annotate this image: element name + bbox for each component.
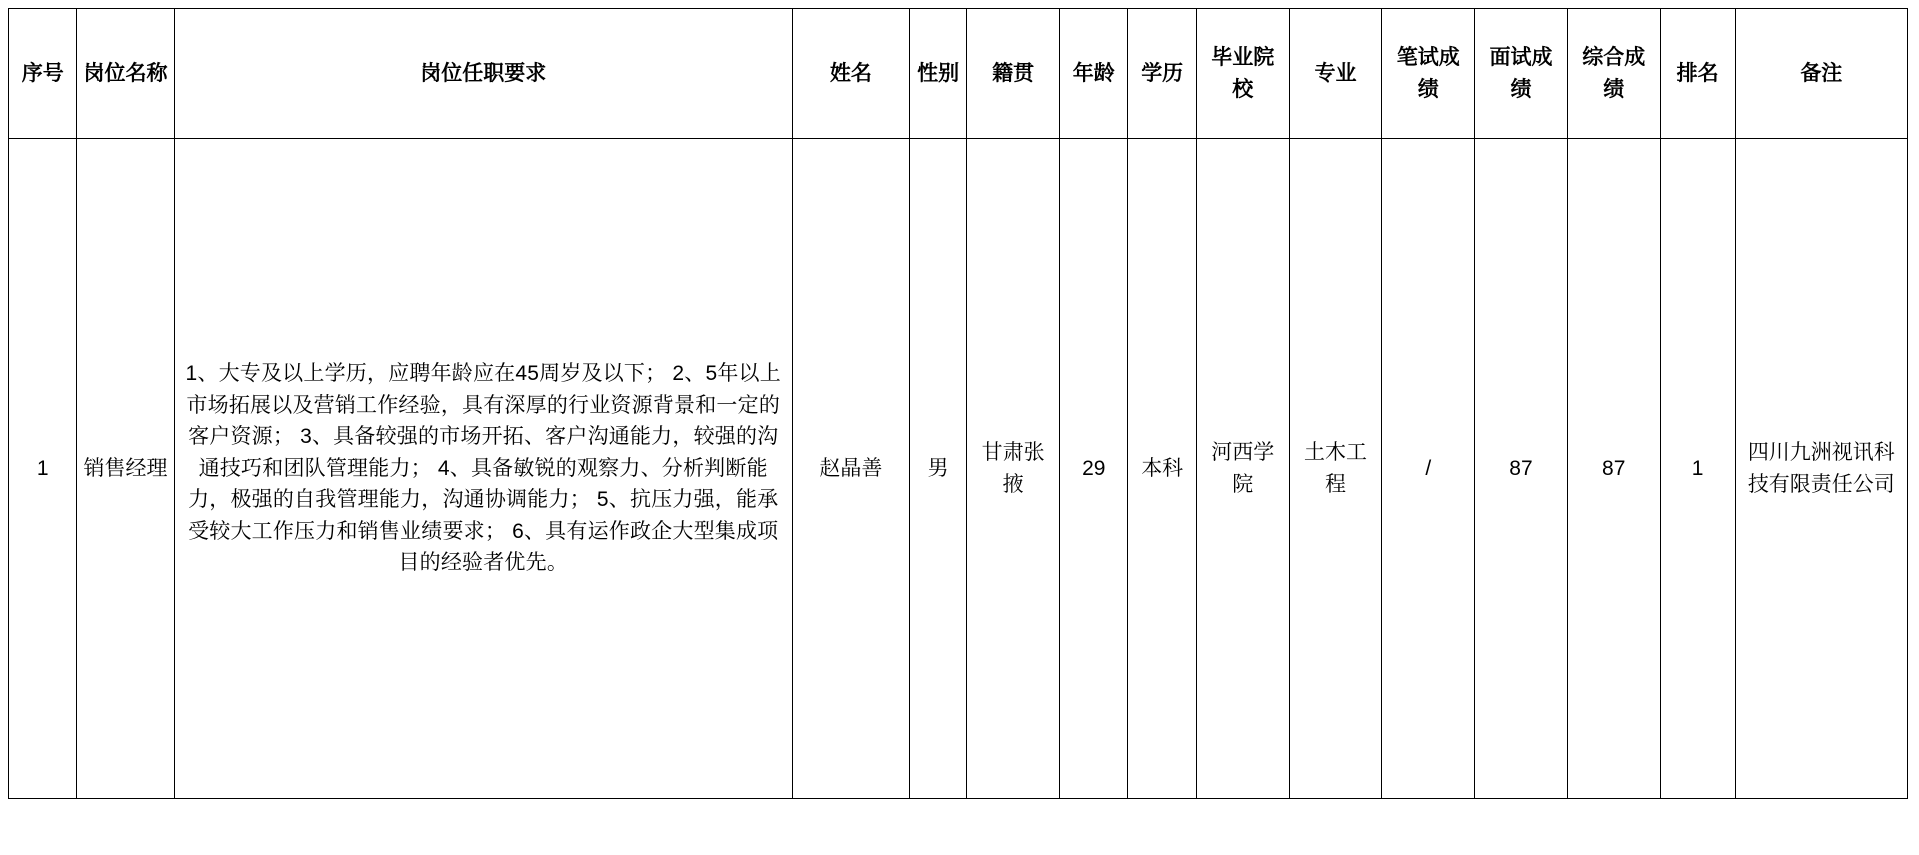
column-header-name: 姓名: [792, 9, 909, 139]
column-header-gender: 性别: [909, 9, 966, 139]
table-header: [9, 9, 1908, 139]
cell-seq: 1: [9, 139, 77, 799]
column-header-interview-score: 面试成绩: [1475, 9, 1568, 139]
column-header-seq: 序号: [9, 9, 77, 139]
column-header-post: 岗位名称: [77, 9, 174, 139]
table-body: [9, 139, 1908, 799]
cell-total-score: 87: [1567, 139, 1660, 799]
cell-name: 赵晶善: [792, 139, 909, 799]
cell-interview-score: 87: [1475, 139, 1568, 799]
column-header-education: 学历: [1128, 9, 1196, 139]
column-header-major: 专业: [1289, 9, 1382, 139]
table-row: [9, 139, 1908, 799]
cell-rank: 1: [1660, 139, 1735, 799]
cell-gender: 男: [909, 139, 966, 799]
recruitment-results-table: [8, 8, 1908, 799]
column-header-requirement: 岗位任职要求: [174, 9, 792, 139]
cell-age: 29: [1060, 139, 1128, 799]
column-header-remark: 备注: [1735, 9, 1907, 139]
column-header-school: 毕业院校: [1196, 9, 1289, 139]
column-header-total-score: 综合成绩: [1567, 9, 1660, 139]
column-header-rank: 排名: [1660, 9, 1735, 139]
cell-education: 本科: [1128, 139, 1196, 799]
cell-origin: 甘肃张掖: [967, 139, 1060, 799]
cell-major: 土木工程: [1289, 139, 1382, 799]
column-header-written-score: 笔试成绩: [1382, 9, 1475, 139]
cell-remark: 四川九洲视讯科技有限责任公司: [1735, 139, 1907, 799]
cell-post: 销售经理: [77, 139, 174, 799]
column-header-origin: 籍贯: [967, 9, 1060, 139]
cell-requirement: 1、大专及以上学历，应聘年龄应在45周岁及以下； 2、5年以上市场拓展以及营销工作经验，具有深厚的行业资源背景和一定的客户资源； 3、具备较强的市场开拓、客户沟通能力，较强的沟通技巧和团队管理能力； 4、具备敏锐的观察力、分析判断能力，极强的自我管理能力，沟通协调能力； 5、抗压力强，能承受较大工作压力和销售业绩要求； 6、具有运作政企大型集成项目的经验者优先。: [174, 139, 792, 799]
cell-written-score: /: [1382, 139, 1475, 799]
table-header-row: [9, 9, 1908, 139]
column-header-age: 年龄: [1060, 9, 1128, 139]
cell-school: 河西学院: [1196, 139, 1289, 799]
